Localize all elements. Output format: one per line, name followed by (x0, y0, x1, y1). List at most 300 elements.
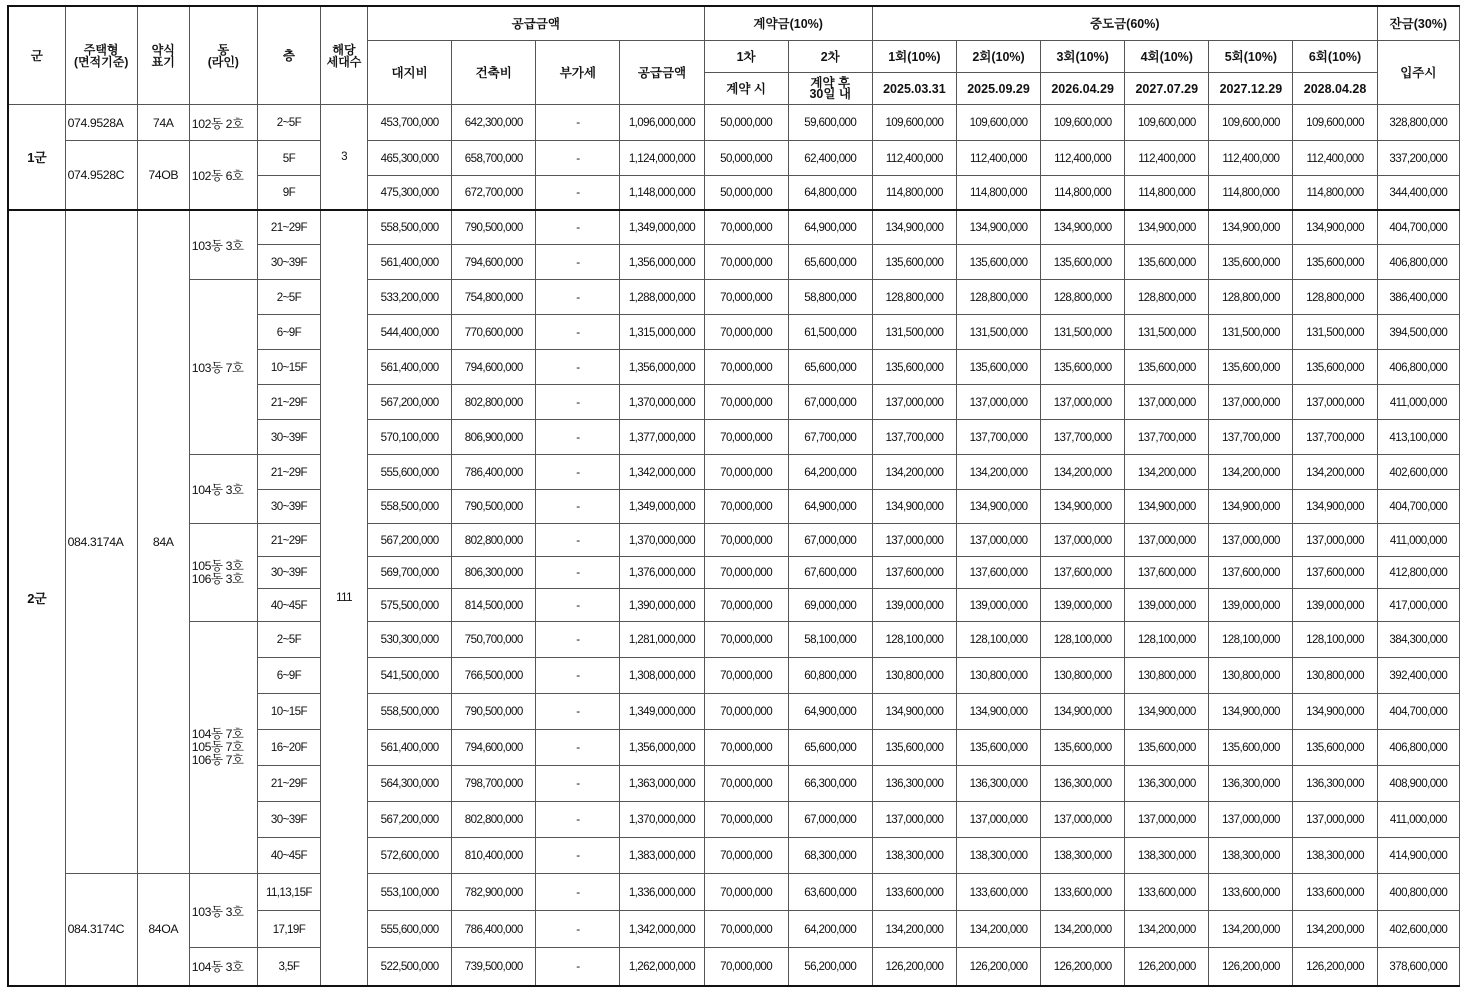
mid-payment-6-cell: 130,800,000 (1293, 658, 1377, 694)
floor-cell: 40~45F (257, 589, 320, 622)
mid-payment-6-cell: 126,200,000 (1293, 948, 1377, 986)
header-mid4-date: 2027.07.29 (1125, 73, 1209, 105)
mid-payment-3-cell: 134,900,000 (1041, 490, 1125, 524)
building-cost-cell: 672,700,000 (452, 176, 536, 210)
mid-payment-1-cell: 139,000,000 (872, 589, 956, 622)
mid-payment-4-cell: 128,800,000 (1125, 280, 1209, 315)
mid-payment-4-cell: 135,600,000 (1125, 730, 1209, 766)
land-cost-cell: 575,500,000 (368, 589, 452, 622)
supply-price-cell: 1,342,000,000 (620, 455, 704, 490)
building-cost-cell: 754,800,000 (452, 280, 536, 315)
balance-cell: 402,600,000 (1377, 455, 1459, 490)
mid-payment-1-cell: 133,600,000 (872, 874, 956, 911)
mid-payment-6-cell: 131,500,000 (1293, 315, 1377, 350)
mid-payment-2-cell: 134,900,000 (956, 490, 1040, 524)
mid-payment-1-cell: 134,200,000 (872, 455, 956, 490)
floor-cell: 21~29F (257, 385, 320, 420)
vat-cell: - (536, 694, 620, 730)
building-cost-cell: 658,700,000 (452, 141, 536, 176)
deposit-1-cell: 70,000,000 (704, 245, 788, 280)
mid-payment-2-cell: 139,000,000 (956, 589, 1040, 622)
deposit-1-cell: 50,000,000 (704, 176, 788, 210)
mid-payment-1-cell: 126,200,000 (872, 948, 956, 986)
mid-payment-5-cell: 130,800,000 (1209, 658, 1293, 694)
deposit-2-cell: 64,900,000 (788, 210, 872, 245)
mid-payment-2-cell: 126,200,000 (956, 948, 1040, 986)
mid-payment-2-cell: 134,900,000 (956, 210, 1040, 245)
deposit-1-cell: 70,000,000 (704, 524, 788, 557)
deposit-1-cell: 70,000,000 (704, 838, 788, 874)
floor-cell: 30~39F (257, 802, 320, 838)
mid-payment-4-cell: 134,900,000 (1125, 490, 1209, 524)
land-cost-cell: 558,500,000 (368, 694, 452, 730)
floor-cell: 6~9F (257, 658, 320, 694)
supply-price-cell: 1,356,000,000 (620, 350, 704, 385)
mid-payment-4-cell: 135,600,000 (1125, 350, 1209, 385)
house-type: 074.9528C (65, 141, 137, 210)
supply-price-cell: 1,370,000,000 (620, 385, 704, 420)
table-row (8, 105, 1460, 141)
building-cost-cell: 794,600,000 (452, 245, 536, 280)
mid-payment-1-cell: 128,800,000 (872, 280, 956, 315)
floor-cell: 16~20F (257, 730, 320, 766)
land-cost-cell: 541,500,000 (368, 658, 452, 694)
dong-line: 104동 3호 (189, 948, 257, 986)
header-mid3-date: 2026.04.29 (1041, 73, 1125, 105)
deposit-1-cell: 70,000,000 (704, 280, 788, 315)
mid-payment-3-cell: 109,600,000 (1041, 105, 1125, 141)
mid-payment-6-cell: 109,600,000 (1293, 105, 1377, 141)
land-cost-cell: 475,300,000 (368, 176, 452, 210)
land-cost-cell: 567,200,000 (368, 385, 452, 420)
mid-payment-5-cell: 112,400,000 (1209, 141, 1293, 176)
mid-payment-5-cell: 135,600,000 (1209, 245, 1293, 280)
supply-price-cell: 1,315,000,000 (620, 315, 704, 350)
vat-cell: - (536, 838, 620, 874)
deposit-1-cell: 70,000,000 (704, 874, 788, 911)
vat-cell: - (536, 589, 620, 622)
mid-payment-2-cell: 137,700,000 (956, 420, 1040, 455)
mid-payment-3-cell: 134,200,000 (1041, 911, 1125, 948)
header-dep1: 1차 (704, 41, 788, 73)
land-cost-cell: 561,400,000 (368, 245, 452, 280)
balance-cell: 378,600,000 (1377, 948, 1459, 986)
land-cost-cell: 522,500,000 (368, 948, 452, 986)
dong-line: 102동 6호 (189, 141, 257, 210)
deposit-2-cell: 64,200,000 (788, 455, 872, 490)
mid-payment-5-cell: 137,700,000 (1209, 420, 1293, 455)
header-mid6-date: 2028.04.28 (1293, 73, 1377, 105)
mid-payment-4-cell: 137,000,000 (1125, 802, 1209, 838)
dong-line: 102동 2호 (189, 105, 257, 141)
deposit-2-cell: 58,800,000 (788, 280, 872, 315)
vat-cell: - (536, 557, 620, 589)
floor-cell: 21~29F (257, 766, 320, 802)
floor-cell: 2~5F (257, 280, 320, 315)
mid-payment-6-cell: 136,300,000 (1293, 766, 1377, 802)
deposit-1-cell: 70,000,000 (704, 589, 788, 622)
balance-cell: 411,000,000 (1377, 802, 1459, 838)
floor-cell: 17,19F (257, 911, 320, 948)
building-cost-cell: 810,400,000 (452, 838, 536, 874)
mid-payment-5-cell: 133,600,000 (1209, 874, 1293, 911)
land-cost-cell: 544,400,000 (368, 315, 452, 350)
mid-payment-4-cell: 112,400,000 (1125, 141, 1209, 176)
deposit-1-cell: 50,000,000 (704, 141, 788, 176)
header-mid2-date: 2025.09.29 (956, 73, 1040, 105)
mid-payment-4-cell: 131,500,000 (1125, 315, 1209, 350)
balance-cell: 406,800,000 (1377, 730, 1459, 766)
house-type: 074.9528A (65, 105, 137, 141)
mid-payment-1-cell: 134,900,000 (872, 210, 956, 245)
supply-price-cell: 1,390,000,000 (620, 589, 704, 622)
mid-payment-1-cell: 137,700,000 (872, 420, 956, 455)
building-cost-cell: 802,800,000 (452, 802, 536, 838)
dong-line: 104동 3호 (189, 455, 257, 524)
mid-payment-6-cell: 135,600,000 (1293, 350, 1377, 385)
floor-cell: 3,5F (257, 948, 320, 986)
floor-cell: 11,13,15F (257, 874, 320, 911)
mid-payment-1-cell: 137,000,000 (872, 802, 956, 838)
price-table-container (7, 5, 1460, 987)
vat-cell: - (536, 802, 620, 838)
mid-payment-2-cell: 130,800,000 (956, 658, 1040, 694)
land-cost-cell: 567,200,000 (368, 524, 452, 557)
deposit-2-cell: 64,900,000 (788, 694, 872, 730)
vat-cell: - (536, 524, 620, 557)
mid-payment-5-cell: 137,000,000 (1209, 802, 1293, 838)
building-cost-cell: 794,600,000 (452, 350, 536, 385)
floor-cell: 9F (257, 176, 320, 210)
deposit-2-cell: 66,300,000 (788, 766, 872, 802)
mid-payment-3-cell: 137,600,000 (1041, 557, 1125, 589)
mid-payment-3-cell: 133,600,000 (1041, 874, 1125, 911)
deposit-2-cell: 67,000,000 (788, 385, 872, 420)
dong-line: 103동 3호 (189, 874, 257, 948)
building-cost-cell: 790,500,000 (452, 490, 536, 524)
mid-payment-6-cell: 135,600,000 (1293, 730, 1377, 766)
building-cost-cell: 794,600,000 (452, 730, 536, 766)
mid-payment-3-cell: 131,500,000 (1041, 315, 1125, 350)
supply-price-cell: 1,124,000,000 (620, 141, 704, 176)
header-mid5: 5회(10%) (1209, 41, 1293, 73)
supply-price-cell: 1,262,000,000 (620, 948, 704, 986)
supply-price-cell: 1,336,000,000 (620, 874, 704, 911)
header-deposit-group: 계약금(10%) (704, 6, 872, 41)
floor-cell: 10~15F (257, 694, 320, 730)
vat-cell: - (536, 766, 620, 802)
deposit-1-cell: 70,000,000 (704, 802, 788, 838)
deposit-2-cell: 58,100,000 (788, 622, 872, 658)
header-mid5-date: 2027.12.29 (1209, 73, 1293, 105)
mid-payment-2-cell: 131,500,000 (956, 315, 1040, 350)
mid-payment-2-cell: 135,600,000 (956, 245, 1040, 280)
mid-payment-5-cell: 134,900,000 (1209, 490, 1293, 524)
mid-payment-2-cell: 134,900,000 (956, 694, 1040, 730)
header-abbr: 약식 표기 (137, 6, 189, 105)
vat-cell: - (536, 245, 620, 280)
balance-cell: 400,800,000 (1377, 874, 1459, 911)
deposit-1-cell: 70,000,000 (704, 948, 788, 986)
deposit-2-cell: 65,600,000 (788, 730, 872, 766)
deposit-2-cell: 64,200,000 (788, 911, 872, 948)
mid-payment-3-cell: 134,900,000 (1041, 210, 1125, 245)
vat-cell: - (536, 730, 620, 766)
supply-price-cell: 1,383,000,000 (620, 838, 704, 874)
mid-payment-6-cell: 128,800,000 (1293, 280, 1377, 315)
table-row (8, 280, 1460, 315)
mid-payment-2-cell: 109,600,000 (956, 105, 1040, 141)
deposit-1-cell: 70,000,000 (704, 730, 788, 766)
house-type: 084.3174C (65, 874, 137, 986)
supply-price-cell: 1,342,000,000 (620, 911, 704, 948)
mid-payment-3-cell: 137,000,000 (1041, 802, 1125, 838)
land-cost-cell: 570,100,000 (368, 420, 452, 455)
vat-cell: - (536, 176, 620, 210)
balance-cell: 406,800,000 (1377, 350, 1459, 385)
deposit-1-cell: 70,000,000 (704, 658, 788, 694)
deposit-2-cell: 59,600,000 (788, 105, 872, 141)
group-label: 1군 (8, 105, 65, 210)
land-cost-cell: 465,300,000 (368, 141, 452, 176)
deposit-1-cell: 70,000,000 (704, 455, 788, 490)
header-land: 대지비 (368, 41, 452, 105)
deposit-2-cell: 64,800,000 (788, 176, 872, 210)
mid-payment-1-cell: 128,100,000 (872, 622, 956, 658)
mid-payment-3-cell: 128,800,000 (1041, 280, 1125, 315)
mid-payment-6-cell: 134,200,000 (1293, 455, 1377, 490)
header-dep1-when: 계약 시 (704, 73, 788, 105)
balance-cell: 404,700,000 (1377, 694, 1459, 730)
mid-payment-3-cell: 134,900,000 (1041, 694, 1125, 730)
deposit-2-cell: 63,600,000 (788, 874, 872, 911)
mid-payment-2-cell: 135,600,000 (956, 350, 1040, 385)
balance-cell: 344,400,000 (1377, 176, 1459, 210)
unit-count-cell: 3 (320, 105, 367, 210)
vat-cell: - (536, 658, 620, 694)
mid-payment-2-cell: 112,400,000 (956, 141, 1040, 176)
header-dong: 동 (라인) (189, 6, 257, 105)
balance-cell: 412,800,000 (1377, 557, 1459, 589)
building-cost-cell: 642,300,000 (452, 105, 536, 141)
mid-payment-1-cell: 135,600,000 (872, 245, 956, 280)
deposit-1-cell: 70,000,000 (704, 210, 788, 245)
building-cost-cell: 786,400,000 (452, 911, 536, 948)
supply-price-cell: 1,349,000,000 (620, 490, 704, 524)
floor-cell: 21~29F (257, 524, 320, 557)
mid-payment-5-cell: 134,900,000 (1209, 210, 1293, 245)
deposit-1-cell: 70,000,000 (704, 490, 788, 524)
mid-payment-4-cell: 136,300,000 (1125, 766, 1209, 802)
mid-payment-6-cell: 135,600,000 (1293, 245, 1377, 280)
land-cost-cell: 555,600,000 (368, 455, 452, 490)
mid-payment-2-cell: 128,100,000 (956, 622, 1040, 658)
mid-payment-5-cell: 137,000,000 (1209, 385, 1293, 420)
deposit-1-cell: 70,000,000 (704, 385, 788, 420)
table-row (8, 874, 1460, 911)
supply-price-table (7, 5, 1460, 987)
balance-cell: 386,400,000 (1377, 280, 1459, 315)
deposit-2-cell: 67,000,000 (788, 802, 872, 838)
mid-payment-6-cell: 137,000,000 (1293, 524, 1377, 557)
floor-cell: 2~5F (257, 105, 320, 141)
deposit-2-cell: 69,000,000 (788, 589, 872, 622)
mid-payment-4-cell: 126,200,000 (1125, 948, 1209, 986)
deposit-2-cell: 62,400,000 (788, 141, 872, 176)
floor-cell: 30~39F (257, 245, 320, 280)
mid-payment-6-cell: 134,200,000 (1293, 911, 1377, 948)
mid-payment-4-cell: 114,800,000 (1125, 176, 1209, 210)
mid-payment-5-cell: 131,500,000 (1209, 315, 1293, 350)
deposit-1-cell: 70,000,000 (704, 315, 788, 350)
building-cost-cell: 802,800,000 (452, 385, 536, 420)
building-cost-cell: 806,900,000 (452, 420, 536, 455)
mid-payment-1-cell: 134,900,000 (872, 490, 956, 524)
floor-cell: 5F (257, 141, 320, 176)
building-cost-cell: 782,900,000 (452, 874, 536, 911)
table-row (8, 622, 1460, 658)
mid-payment-1-cell: 134,900,000 (872, 694, 956, 730)
mid-payment-6-cell: 128,100,000 (1293, 622, 1377, 658)
mid-payment-1-cell: 130,800,000 (872, 658, 956, 694)
mid-payment-4-cell: 138,300,000 (1125, 838, 1209, 874)
building-cost-cell: 802,800,000 (452, 524, 536, 557)
balance-cell: 392,400,000 (1377, 658, 1459, 694)
balance-cell: 417,000,000 (1377, 589, 1459, 622)
header-units: 해당 세대수 (320, 6, 367, 105)
deposit-2-cell: 68,300,000 (788, 838, 872, 874)
building-cost-cell: 806,300,000 (452, 557, 536, 589)
land-cost-cell: 569,700,000 (368, 557, 452, 589)
vat-cell: - (536, 948, 620, 986)
balance-cell: 414,900,000 (1377, 838, 1459, 874)
mid-payment-4-cell: 134,200,000 (1125, 455, 1209, 490)
supply-price-cell: 1,288,000,000 (620, 280, 704, 315)
mid-payment-5-cell: 135,600,000 (1209, 730, 1293, 766)
deposit-1-cell: 70,000,000 (704, 350, 788, 385)
mid-payment-6-cell: 133,600,000 (1293, 874, 1377, 911)
building-cost-cell: 814,500,000 (452, 589, 536, 622)
mid-payment-4-cell: 137,000,000 (1125, 524, 1209, 557)
mid-payment-4-cell: 135,600,000 (1125, 245, 1209, 280)
floor-cell: 30~39F (257, 420, 320, 455)
mid-payment-3-cell: 139,000,000 (1041, 589, 1125, 622)
supply-price-cell: 1,370,000,000 (620, 524, 704, 557)
floor-cell: 40~45F (257, 838, 320, 874)
balance-cell: 406,800,000 (1377, 245, 1459, 280)
vat-cell: - (536, 622, 620, 658)
mid-payment-5-cell: 126,200,000 (1209, 948, 1293, 986)
mid-payment-3-cell: 130,800,000 (1041, 658, 1125, 694)
deposit-2-cell: 67,700,000 (788, 420, 872, 455)
land-cost-cell: 558,500,000 (368, 490, 452, 524)
table-body (8, 105, 1460, 986)
balance-cell: 402,600,000 (1377, 911, 1459, 948)
table-row (8, 210, 1460, 245)
header-mid6: 6회(10%) (1293, 41, 1377, 73)
unit-count-cell: 111 (320, 210, 367, 986)
mid-payment-3-cell: 137,000,000 (1041, 385, 1125, 420)
vat-cell: - (536, 141, 620, 176)
header-supply-group: 공급금액 (368, 6, 705, 41)
floor-cell: 10~15F (257, 350, 320, 385)
land-cost-cell: 558,500,000 (368, 210, 452, 245)
type-abbr: 84OA (137, 874, 189, 986)
mid-payment-5-cell: 138,300,000 (1209, 838, 1293, 874)
dong-line: 105동 3호 106동 3호 (189, 524, 257, 622)
mid-payment-6-cell: 137,700,000 (1293, 420, 1377, 455)
table-row (8, 455, 1460, 490)
deposit-1-cell: 70,000,000 (704, 622, 788, 658)
header-mid1: 1회(10%) (872, 41, 956, 73)
vat-cell: - (536, 385, 620, 420)
table-row (8, 948, 1460, 986)
building-cost-cell: 750,700,000 (452, 622, 536, 658)
mid-payment-3-cell: 138,300,000 (1041, 838, 1125, 874)
table-header (8, 6, 1460, 105)
mid-payment-6-cell: 137,600,000 (1293, 557, 1377, 589)
type-abbr: 74A (137, 105, 189, 141)
header-mid3: 3회(10%) (1041, 41, 1125, 73)
mid-payment-1-cell: 109,600,000 (872, 105, 956, 141)
vat-cell: - (536, 455, 620, 490)
mid-payment-1-cell: 131,500,000 (872, 315, 956, 350)
mid-payment-3-cell: 135,600,000 (1041, 350, 1125, 385)
mid-payment-5-cell: 139,000,000 (1209, 589, 1293, 622)
deposit-1-cell: 50,000,000 (704, 105, 788, 141)
balance-cell: 413,100,000 (1377, 420, 1459, 455)
supply-price-cell: 1,370,000,000 (620, 802, 704, 838)
deposit-2-cell: 67,600,000 (788, 557, 872, 589)
mid-payment-3-cell: 114,800,000 (1041, 176, 1125, 210)
mid-payment-5-cell: 135,600,000 (1209, 350, 1293, 385)
mid-payment-3-cell: 137,000,000 (1041, 524, 1125, 557)
balance-cell: 404,700,000 (1377, 490, 1459, 524)
balance-cell: 384,300,000 (1377, 622, 1459, 658)
mid-payment-2-cell: 137,000,000 (956, 385, 1040, 420)
mid-payment-6-cell: 137,000,000 (1293, 385, 1377, 420)
land-cost-cell: 553,100,000 (368, 874, 452, 911)
mid-payment-1-cell: 114,800,000 (872, 176, 956, 210)
floor-cell: 21~29F (257, 455, 320, 490)
mid-payment-4-cell: 134,200,000 (1125, 911, 1209, 948)
floor-cell: 2~5F (257, 622, 320, 658)
header-dep2-when: 계약 후 30일 내 (788, 73, 872, 105)
deposit-1-cell: 70,000,000 (704, 911, 788, 948)
floor-cell: 6~9F (257, 315, 320, 350)
mid-payment-4-cell: 128,100,000 (1125, 622, 1209, 658)
mid-payment-6-cell: 139,000,000 (1293, 589, 1377, 622)
balance-cell: 404,700,000 (1377, 210, 1459, 245)
vat-cell: - (536, 911, 620, 948)
vat-cell: - (536, 420, 620, 455)
dong-line: 103동 3호 (189, 210, 257, 280)
deposit-1-cell: 70,000,000 (704, 420, 788, 455)
mid-payment-2-cell: 128,800,000 (956, 280, 1040, 315)
supply-price-cell: 1,308,000,000 (620, 658, 704, 694)
vat-cell: - (536, 315, 620, 350)
mid-payment-2-cell: 134,200,000 (956, 455, 1040, 490)
header-mid1-date: 2025.03.31 (872, 73, 956, 105)
building-cost-cell: 798,700,000 (452, 766, 536, 802)
deposit-2-cell: 61,500,000 (788, 315, 872, 350)
mid-payment-2-cell: 137,000,000 (956, 802, 1040, 838)
type-abbr: 74OB (137, 141, 189, 210)
deposit-1-cell: 70,000,000 (704, 766, 788, 802)
mid-payment-6-cell: 112,400,000 (1293, 141, 1377, 176)
land-cost-cell: 530,300,000 (368, 622, 452, 658)
mid-payment-4-cell: 109,600,000 (1125, 105, 1209, 141)
